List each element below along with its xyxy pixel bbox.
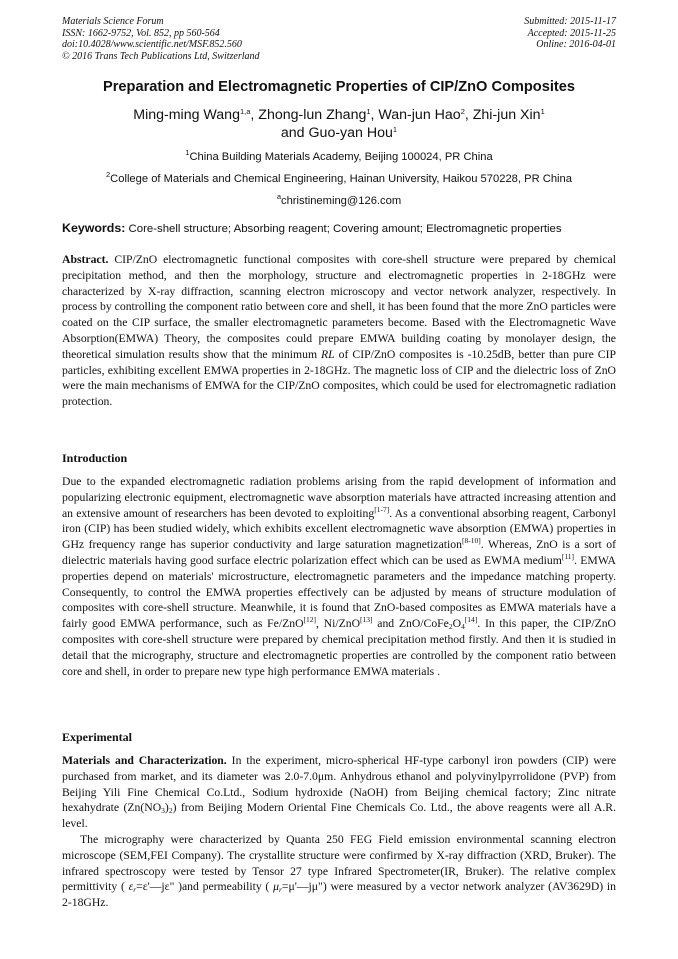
journal-header <box>62 16 260 62</box>
body-text: , Ni/ZnO <box>316 617 361 631</box>
introduction-paragraph <box>62 474 616 679</box>
author-affiliation-mark: 1,a <box>239 107 251 116</box>
subscript: 3 <box>161 806 165 816</box>
body-text: . In this paper, the CIP/ZnO composites with core-shell structure were prepared by chemical precipitation method firstly. And then it is studied in detail that the micrography, structure and electromagnetic properties are controlled by the component ratio between core and shell, in order to prepare new type high performance EMWA materials . <box>62 617 616 678</box>
body-text: =ε'—jε" )and permeability ( <box>136 880 274 894</box>
section-heading-introduction: Introduction <box>62 451 128 465</box>
abstract-paragraph <box>62 252 616 410</box>
subscript: r <box>278 885 282 895</box>
affiliation-mark: 2 <box>105 170 111 179</box>
author-affiliation-mark: 2 <box>460 107 465 116</box>
subscript: r <box>133 885 137 895</box>
subscript: 4 <box>461 622 465 632</box>
affiliation-1 <box>40 148 638 163</box>
affiliation-mark: 1 <box>185 148 190 157</box>
body-text: and ZnO/CoFe <box>372 617 449 631</box>
abstract-label: Abstract. <box>62 253 109 266</box>
body-text: . EMWA properties depend on materials' microstructure, electromagnetic parameters and the impedance matching property. Consequently, to control the EMWA properties effectively can be adjusted by means of structure modulation of composites with core-shell structure. Meanwhile, it is found that ZnO-based composites as EMWA materials have a fairly good EMWA performance, such as Fe/ZnO <box>62 553 616 631</box>
experimental-paragraph-2 <box>62 832 616 911</box>
submitted-date: Submitted: 2015-11-17 <box>524 16 616 27</box>
abstract-symbol: RL <box>321 347 335 361</box>
dates-header <box>524 16 616 51</box>
author-name: , Zhi-jun Xin <box>464 107 541 123</box>
subscript: 2 <box>168 806 173 816</box>
section-heading-experimental: Experimental <box>62 730 132 744</box>
keywords-label: Keywords: <box>62 221 126 235</box>
online-date: Online: 2016-04-01 <box>536 39 616 51</box>
author-name: and Guo-yan Hou <box>280 125 393 141</box>
citation: [14] <box>464 615 478 625</box>
author-affiliation-mark: 1 <box>540 107 545 116</box>
citation: [13] <box>360 615 373 625</box>
permittivity-symbol: ε <box>128 880 134 894</box>
body-text: =μ'—jμ") were measured by a vector network analyzer (AV3629D) in 2-18GHz. <box>62 880 616 910</box>
permeability-symbol: μ <box>273 880 279 894</box>
keywords-text: Core-shell structure; Absorbing reagent; Covering amount; Electromagnetic properties <box>125 223 562 235</box>
author-affiliation-mark: 1 <box>392 125 398 134</box>
author-email <box>40 192 638 207</box>
body-text: The micrography were characterized by Quanta 250 FEG Field emission environmental scanning electron microscope (SEM,FEI Company). The crystallite structure were confirmed by X-ray diffraction (XRD, Bruker). The infrared spectroscopy were tested by Tensor 27 type Infrared Spectrometer(IR, Bruker). The relative complex permittivity ( <box>62 833 616 894</box>
email-address[interactable]: christineming@126.com <box>280 195 402 207</box>
body-text: . Whereas, ZnO is a sort of dielectric materials having good surface electric polarization effect which can be used as EWMA medium <box>62 538 616 567</box>
body-text: Due to the expanded electromagnetic radiation problems arising from the rapid development of information and popularizing electronic equipment, electromagnetic wave absorption materials have attracted increasing attention and an extensive amount of researchers has been devoted to exploiting <box>62 475 616 520</box>
author-name: Ming-ming Wang <box>133 107 240 123</box>
body-text: ) from Beijing Modern Oriental Fine Chemicals Co. Ltd., the above reagents were all A.R. level. <box>62 801 616 831</box>
subscript: 2 <box>448 622 453 632</box>
subsection-label: Materials and Characterization. <box>62 754 227 767</box>
author-name: , Wan-jun Hao <box>370 107 461 123</box>
citation: [11] <box>561 551 575 561</box>
issn: ISSN: 1662-9752, Vol. 852, pp 560-564 <box>62 27 220 39</box>
abstract-text: CIP/ZnO electromagnetic functional composites with core-shell structure were prepared by chemical precipitation method, and then the morphology, structure and electromagnetic properties in 2-18GHz were characterized by X-ray diffraction, scanning electron microscopy and vector network analyzer, respectively. In process by controlling the component ratio between core and shell, it has been found that the more ZnO particles were coated on the CIP surface, the smaller electromagnetic parameters become. Based with the Electromagnetic Wave Absorption(EMWA) Theory, the composites could prepare EMWA building coating by monolayer design, the theoretical simulation results show that the minimum <box>62 253 616 361</box>
experimental-paragraph-1 <box>62 753 616 832</box>
body-text: In the experiment, micro-spherical HF-type carbonyl iron powders (CIP) were purchased from market, and its diameter was 2.0-7.0μm. Anhydrous ethanol and polyvinylpyrrolidone (PVP) from Beijing Yili Fine Chemical Co.Ltd., Sodium hydroxide (NaOH) from Beijing chemical factory; Zinc nitrate hexahydrate (Zn(NO <box>62 754 617 815</box>
keywords <box>62 221 622 235</box>
paper-title: Preparation and Electromagnetic Properties of CIP/ZnO Composites <box>103 79 575 95</box>
affiliation-text: China Building Materials Academy, Beijing 100024, PR China <box>189 151 493 163</box>
body-text: . As a conventional absorbing reagent, Carbonyl iron (CIP) has been studied widely, which exhibits excellent electromagnetic wave absorption (EMWA) properties in GHz frequency range has superior conductivity and large saturation magnetization <box>62 506 616 552</box>
affiliation-2 <box>40 170 638 185</box>
citation: [12] <box>303 615 317 625</box>
body-text: O <box>452 617 462 631</box>
doi: doi:10.4028/www.scientific.net/MSF.852.560 <box>62 39 242 51</box>
body-text: ) <box>164 801 169 815</box>
citation: [8-10] <box>461 536 481 546</box>
author-name: , Zhong-lun Zhang <box>250 107 367 123</box>
abstract-text: of CIP/ZnO composites is -10.25dB, better than pure CIP particles, exhibiting excellent EMWA properties in 2-18GHz. The magnetic loss of CIP and the dielectric loss of ZnO were the main mechanisms of EMWA for the CIP/ZnO composites, which could be used for electromagnetic radiation protection. <box>62 347 616 409</box>
copyright: © 2016 Trans Tech Publications Ltd, Switzerland <box>62 50 260 62</box>
author-affiliation-mark: 1 <box>366 107 371 116</box>
author-list <box>60 106 618 142</box>
journal-name: Materials Science Forum <box>62 16 164 27</box>
accepted-date: Accepted: 2015-11-25 <box>527 27 616 39</box>
email-mark: a <box>276 192 281 201</box>
affiliation-text: College of Materials and Chemical Engineering, Hainan University, Haikou 570228, PR China <box>110 173 572 185</box>
citation: [1-7] <box>374 504 390 514</box>
